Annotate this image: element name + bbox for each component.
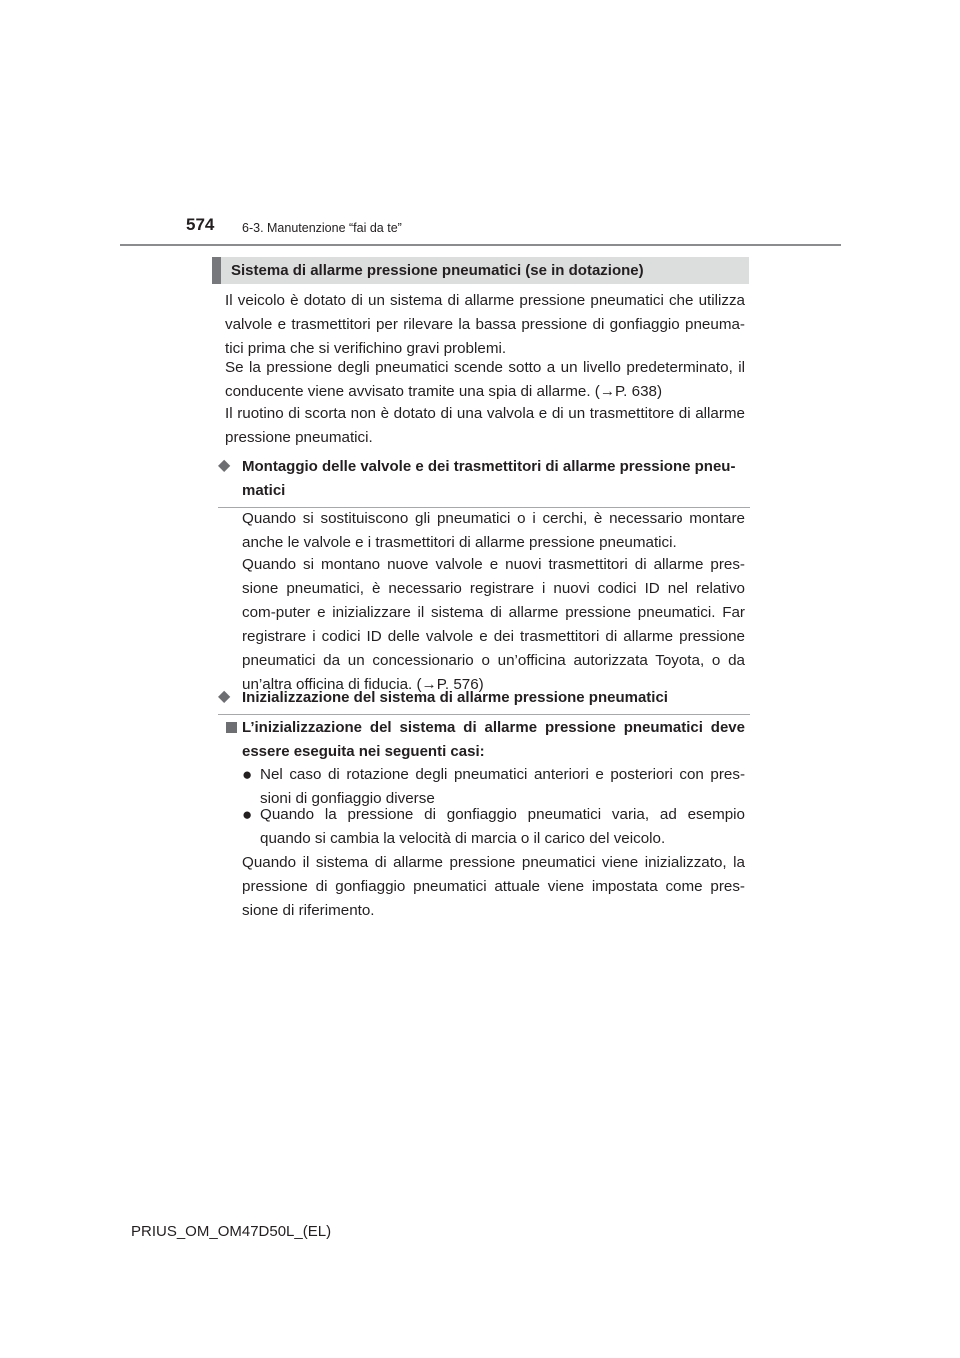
page-number: 574 (186, 215, 215, 234)
document-code: PRIUS_OM_OM47D50L_(EL) (131, 1223, 332, 1240)
subsection-heading-mounting (218, 455, 750, 508)
registration-paragraph: Quando si montano nuove valvole e nuovi trasmettitori di allarme pres-sione pneumatici, è necessario registrare i nuovi codici ID nel relativo com-puter e inizializzare il sistema di allarme pressione pneumatici. Far registrare i codici ID delle valvole e dei trasmettitori di allarme pressione pneumatici da un concessionario o un’officina autorizzata Toyota, o da un’altra officina di fiducia. (→P. 576) (242, 556, 745, 693)
square-bullet-icon (226, 722, 237, 733)
bullet-icon: ● (242, 805, 253, 824)
warning-paragraph: Se la pressione degli pneumatici scende sotto a un livello predeterminato, il conducente viene avvisato tramite una spia di allarme. (→P. 638) (225, 359, 745, 400)
bullet-item: Nel caso di rotazione degli pneumatici anteriori e posteriori con pres-sioni di gonfiaggio diverse (260, 766, 745, 807)
closing-paragraph: Quando il sistema di allarme pressione pneumatici viene inizializzato, la pressione di gonfiaggio pneumatici attuale viene impostata come pres-sione di riferimento. (242, 854, 745, 919)
bullet-icon: ● (242, 765, 253, 784)
subsection-title: Montaggio delle valvole e dei trasmettitori di allarme pressione pneu-matici (242, 458, 736, 499)
bullet-item: Quando la pressione di gonfiaggio pneumatici varia, ad esempio quando si cambia la velocità di marcia o il carico del veicolo. (260, 806, 745, 847)
diamond-icon: ◆ (218, 688, 231, 705)
subsection-title: Inizializzazione del sistema di allarme pressione pneumatici (242, 689, 668, 706)
section-title: Sistema di allarme pressione pneumatici (se in dotazione) (212, 257, 749, 284)
mounting-paragraph: Quando si sostituiscono gli pneumatici o i cerchi, è necessario montare anche le valvole e i trasmettitori di allarme pressione pneumatici. (242, 510, 745, 551)
diamond-icon: ◆ (218, 457, 231, 474)
header-divider (120, 244, 841, 246)
chapter-title: 6-3. Manutenzione “fai da te” (242, 221, 402, 235)
initialization-cases-heading: L’inizializzazione del sistema di allarme pressione pneumatici deve essere eseguita nei seguenti casi: (242, 719, 745, 760)
intro-paragraph: Il veicolo è dotato di un sistema di allarme pressione pneumatici che utilizza valvole e trasmettitori per rilevare la bassa pressione di gonfiaggio pneuma-tici prima che si verifichino gravi problemi. (225, 292, 745, 357)
subsection-heading-initialization (218, 686, 750, 715)
spare-wheel-paragraph: Il ruotino di scorta non è dotato di una valvola e di un trasmettitore di allarme pressione pneumatici. (225, 405, 745, 446)
